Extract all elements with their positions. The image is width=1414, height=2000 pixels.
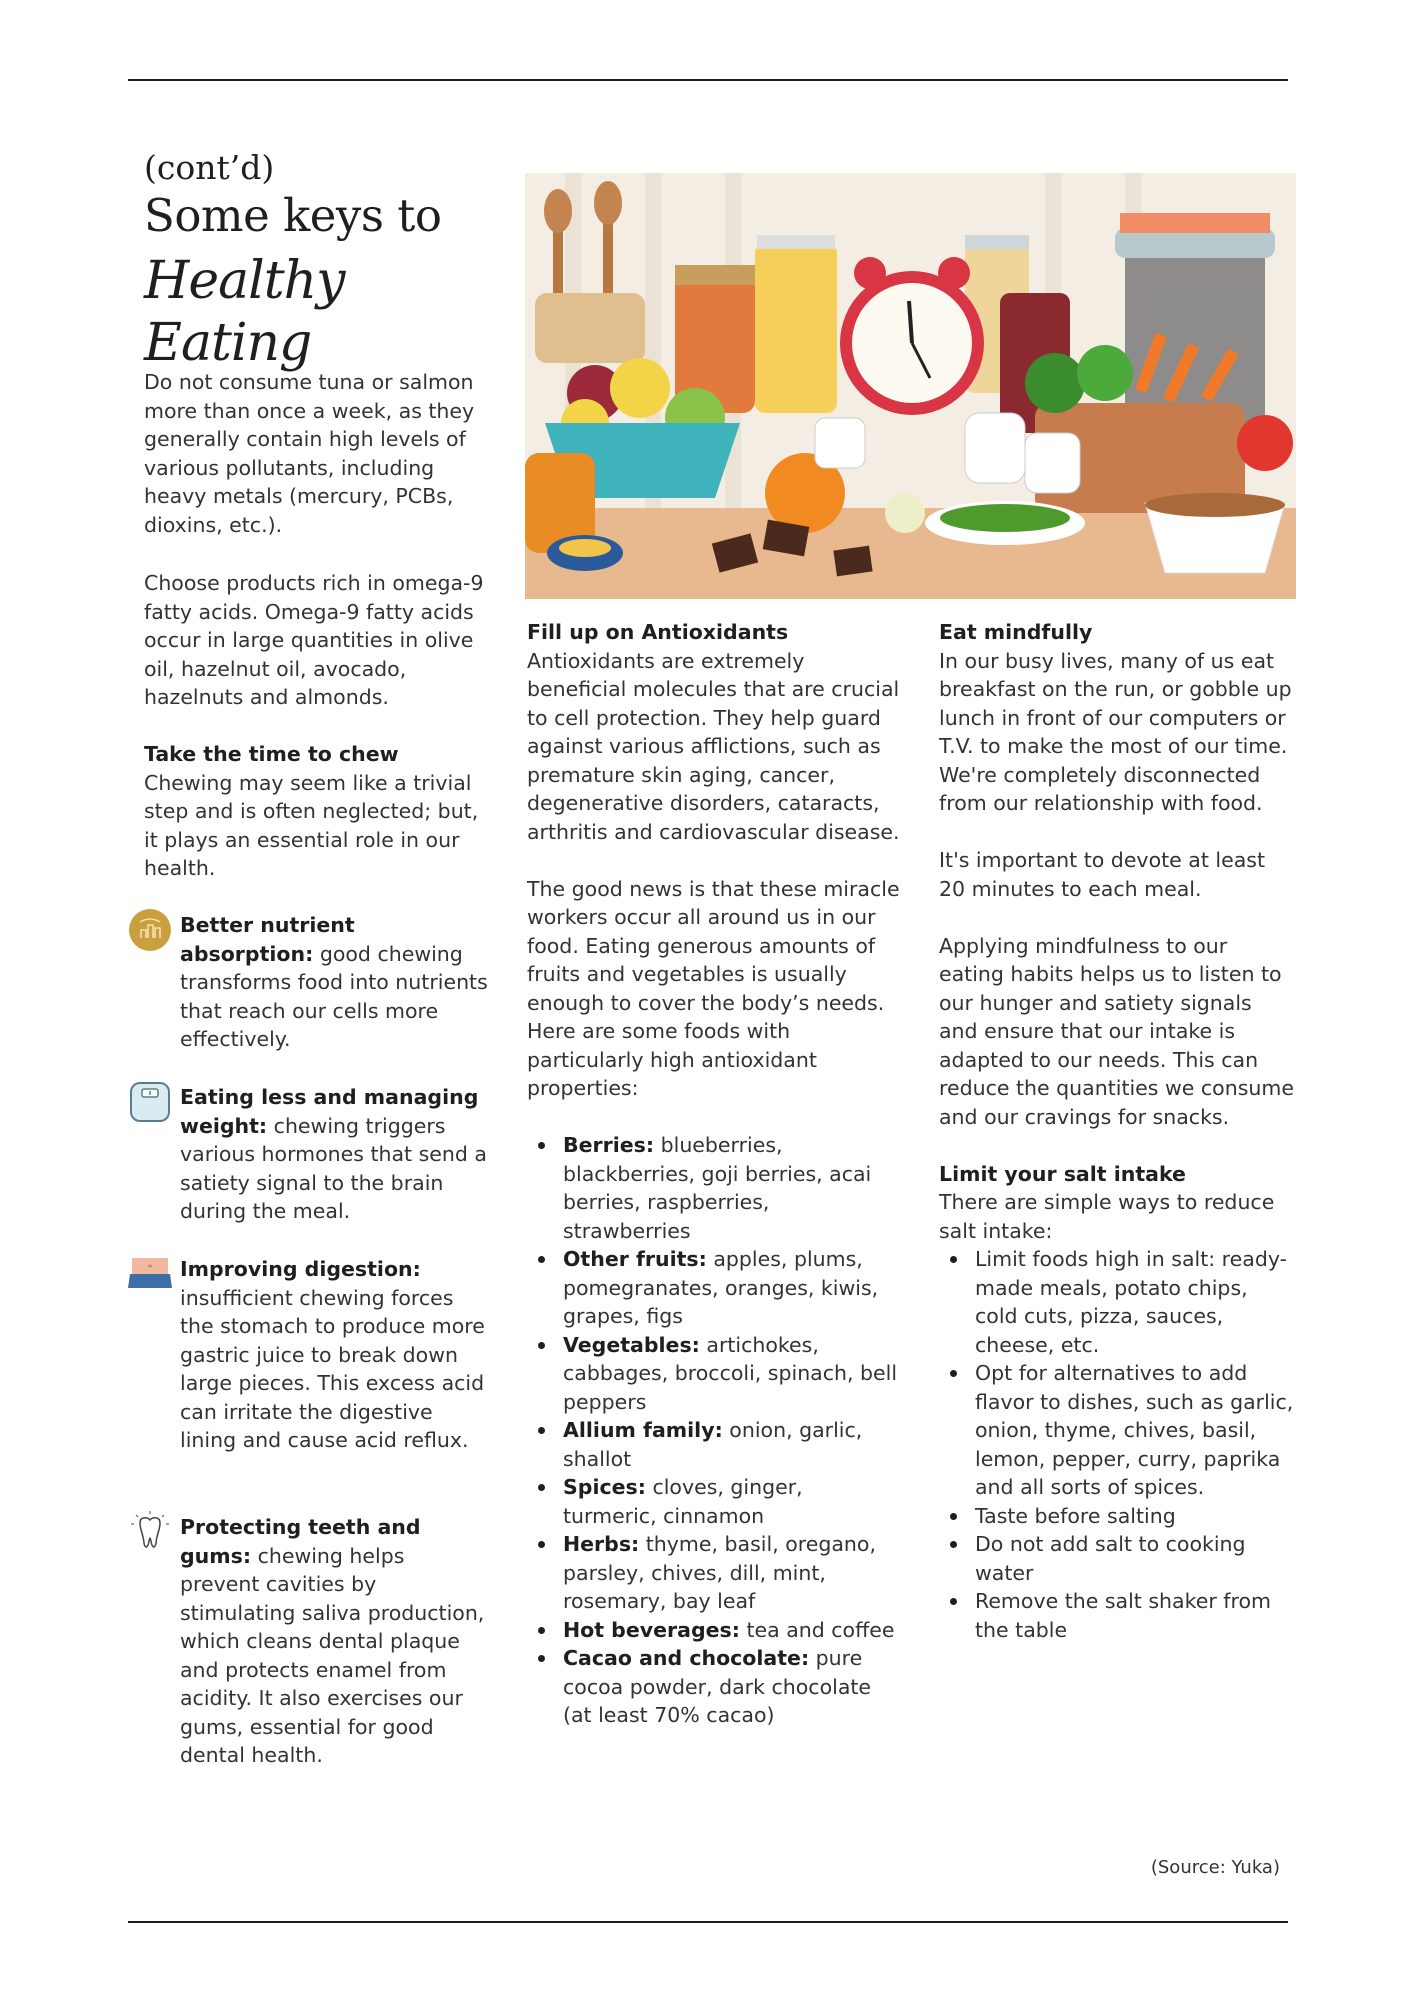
list-item: Remove the salt shaker from the table [939, 1587, 1294, 1644]
source-note: (Source: Yuka) [1150, 1857, 1280, 1878]
omega-paragraph: Choose products rich in omega-9 fatty acids. Omega-9 fatty acids occur in large quantities in olive oil, hazelnut oil, avocado, hazelnuts and almonds. [144, 571, 484, 709]
page-title: Some keys to [144, 189, 442, 243]
antioxidants-heading: Fill up on Antioxidants [527, 620, 789, 644]
chew-heading: Take the time to chew [144, 742, 399, 766]
list-item: Other fruits: apples, plums, pomegranates, oranges, kiwis, grapes, figs [527, 1245, 902, 1331]
antioxidants-section [527, 618, 902, 1730]
list-item: Spices: cloves, ginger, turmeric, cinnamon [527, 1473, 902, 1530]
list-item: Allium family: onion, garlic, shallot [527, 1416, 902, 1473]
chew-text: Chewing may seem like a trivial step and is often neglected; but, it plays an essential role in our health. [144, 770, 479, 880]
tuna-paragraph: Do not consume tuna or salmon more than once a week, as they generally contain high levels of various pollutants, including heavy metals (mercury, PCBs, dioxins, etc.). [144, 370, 475, 537]
mindful-section [939, 618, 1294, 1644]
scale-icon [128, 1080, 172, 1124]
benefit-title: Improving digestion: [180, 1257, 421, 1281]
nutrient-icon [128, 908, 172, 952]
benefit-title: Protecting teeth and gums: [180, 1515, 421, 1568]
benefit-text: chewing triggers various hormones that send a satiety signal to the brain during the meal. [180, 1113, 487, 1223]
heading-block [144, 150, 489, 375]
mindful-para1: In our busy lives, many of us eat breakfast on the run, or gobble up lunch in front of our computers or T.V. to make the most of our time. We're completely disconnected from our relationship with food. [939, 648, 1292, 815]
mindful-para2: It's important to devote at least 20 minutes to each meal. [939, 848, 1265, 901]
antioxidant-foods-list [527, 1131, 902, 1730]
chew-section [144, 740, 489, 883]
benefit-title: Eating less and managing weight: [180, 1085, 479, 1138]
list-item: Berries: blueberries, blackberries, goji berries, acai berries, raspberries, strawberries [527, 1131, 902, 1245]
benefit-text: good chewing transforms food into nutrients that reach our cells more effectively. [180, 941, 488, 1051]
benefit-text: insufficient chewing forces the stomach to produce more gastric juice to break down large pieces. This excess acid can irritate the digestive lining and cause acid reflux. [180, 1285, 485, 1452]
benefit-weight [180, 1083, 490, 1226]
top-rule [128, 79, 1288, 81]
page-title-script: Healthy Eating [144, 251, 345, 374]
mindful-para3: Applying mindfulness to our eating habits helps us to listen to our hunger and satiety signals and ensure that our intake is adapted to our needs. This can reduce the quantities we consume and our cravings for snacks. [939, 933, 1294, 1129]
salt-intro: There are simple ways to reduce salt intake: [939, 1190, 1275, 1243]
list-item: Vegetables: artichokes, cabbages, broccoli, spinach, bell peppers [527, 1331, 902, 1417]
list-item: Hot beverages: tea and coffee [527, 1616, 902, 1645]
stomach-icon [128, 1252, 172, 1296]
list-item: Do not add salt to cooking water [939, 1530, 1294, 1587]
list-item: Opt for alternatives to add flavor to dishes, such as garlic, onion, thyme, chives, basil, lemon, pepper, curry, paprika and all sorts of spices. [939, 1359, 1294, 1502]
benefit-nutrient [180, 911, 490, 1054]
healthy-food-illustration [525, 173, 1296, 599]
tooth-icon [128, 1510, 172, 1554]
list-item: Taste before salting [939, 1502, 1294, 1531]
salt-heading: Limit your salt intake [939, 1161, 1186, 1186]
list-item: Limit foods high in salt: ready-made meals, potato chips, cold cuts, pizza, sauces, cheese, etc. [939, 1245, 1294, 1359]
list-item: Cacao and chocolate: pure cocoa powder, dark chocolate (at least 70% cacao) [527, 1644, 902, 1730]
benefit-title: Better nutrient absorption: [180, 913, 355, 966]
contd-label: (cont’d) [144, 148, 275, 187]
bottom-rule [128, 1921, 1288, 1923]
antioxidants-para2: The good news is that these miracle workers occur all around us in our food. Eating generous amounts of fruits and vegetables is usually enough to cover the body’s needs. Here are some foods with particularly high antioxidant properties: [527, 876, 900, 1100]
salt-tips-list [939, 1245, 1294, 1644]
antioxidants-para1: Antioxidants are extremely beneficial molecules that are crucial to cell protection. They help guard against various afflictions, such as premature skin aging, cancer, degenerative disorders, cataracts, arthritis and cardiovascular disease. [527, 648, 900, 844]
list-item: Herbs: thyme, basil, oregano, parsley, chives, dill, mint, rosemary, bay leaf [527, 1530, 902, 1616]
mindful-heading: Eat mindfully [939, 620, 1093, 644]
benefit-digestion [180, 1255, 490, 1455]
benefit-teeth [180, 1513, 490, 1770]
benefit-text: chewing helps prevent cavities by stimulating saliva production, which cleans dental plaque and protects enamel from acidity. It also exercises our gums, essential for good dental health. [180, 1543, 485, 1767]
